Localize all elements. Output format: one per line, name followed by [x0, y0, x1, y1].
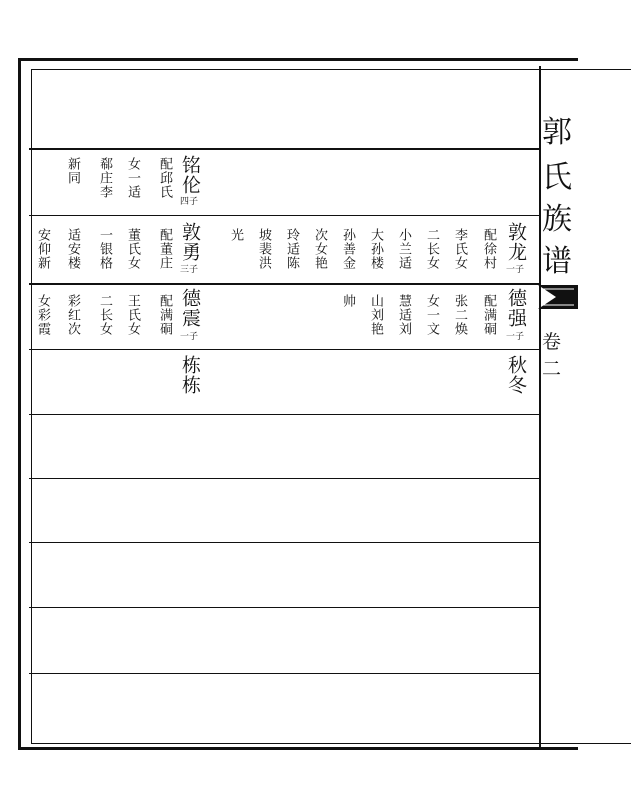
- genealogy-note-column: 次女艳: [312, 228, 327, 270]
- genealogy-note-column: 一银格: [97, 228, 112, 270]
- genealogy-note-column: 二长女: [97, 294, 112, 336]
- genealogy-note-column: 适安楼: [65, 228, 80, 270]
- genealogy-note-column: 女彩霞: [35, 294, 50, 336]
- genealogy-note-column: 二长女: [424, 228, 439, 270]
- genealogy-note-column: 董氏女: [125, 228, 140, 270]
- genealogy-note-column: 女一适: [125, 157, 140, 199]
- person-name: 铭伦: [179, 155, 201, 195]
- genealogy-note-column: 张二焕: [452, 294, 467, 336]
- row-rule: [29, 215, 541, 216]
- spine-title-char: 郭: [542, 115, 572, 150]
- genealogy-note-column: 安仰新: [35, 228, 50, 270]
- row-rule: [29, 607, 541, 608]
- row-rule: [29, 283, 541, 285]
- genealogy-note-column: 配邱氏: [157, 157, 172, 199]
- son-count-note: 四子: [180, 197, 199, 207]
- son-count-note: 一子: [506, 265, 525, 275]
- genealogy-note-column: 大孙楼: [368, 228, 383, 270]
- genealogy-note-column: 郗庄李: [97, 157, 112, 199]
- genealogy-note-column: 坡裴洪: [256, 228, 271, 270]
- person-name: 德震: [179, 288, 201, 328]
- genealogy-note-column: 孙善金: [340, 228, 355, 270]
- genealogy-note-column: 配满硐: [157, 294, 172, 336]
- person-name: 敦龙: [505, 222, 527, 262]
- spine-title-char: 谱: [542, 244, 572, 279]
- person-name: 德强: [505, 288, 527, 328]
- genealogy-note-column: 配满硐: [481, 294, 496, 336]
- spine-title-char: 族: [542, 202, 572, 237]
- genealogy-note-column: 慧适刘: [396, 294, 411, 336]
- spine-volume-char: 二: [542, 358, 562, 380]
- genealogy-note-column: 玲适陈: [284, 228, 299, 270]
- genealogy-note-column: 李氏女: [452, 228, 467, 270]
- genealogy-note-column: 彩红次: [65, 294, 80, 336]
- row-rule: [29, 414, 541, 415]
- spine-rule-left: [539, 66, 541, 750]
- spine-title-char: 氏: [542, 160, 572, 195]
- row-rule: [29, 349, 541, 350]
- son-count-note: 一子: [506, 332, 525, 342]
- genealogy-note-column: 新同: [65, 157, 80, 185]
- genealogy-note-column: 王氏女: [125, 294, 140, 336]
- genealogy-note-column: 光: [228, 228, 243, 242]
- person-name: 秋冬: [505, 355, 527, 395]
- spine-volume-char: 卷: [542, 331, 562, 353]
- genealogy-note-column: 帅: [340, 294, 355, 308]
- son-count-note: 三子: [180, 265, 199, 275]
- row-rule: [29, 148, 541, 150]
- row-rule: [29, 673, 541, 674]
- genealogy-note-column: 小兰适: [396, 228, 411, 270]
- genealogy-note-column: 配徐村: [481, 228, 496, 270]
- son-count-note: 一子: [180, 332, 199, 342]
- fish-tail-mark-icon: [538, 281, 578, 313]
- person-name: 敦勇: [179, 222, 201, 262]
- genealogy-note-column: 山刘艳: [368, 294, 383, 336]
- person-name: 栋栋: [179, 355, 201, 395]
- genealogy-note-column: 配董庄: [157, 228, 172, 270]
- row-rule: [29, 542, 541, 543]
- page-inner-border: [31, 69, 631, 744]
- row-rule: [29, 478, 541, 479]
- genealogy-note-column: 女一文: [424, 294, 439, 336]
